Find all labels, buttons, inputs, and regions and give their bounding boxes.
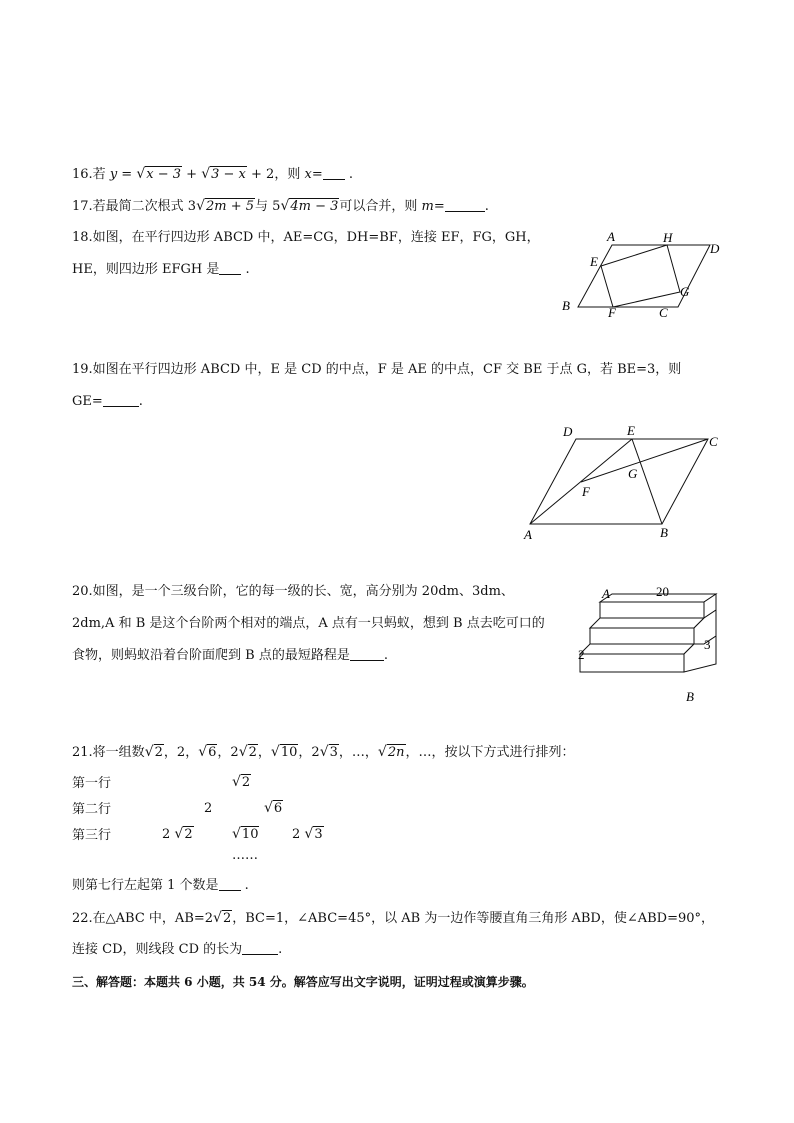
- q19-segment-eb: [632, 439, 662, 524]
- question-18-line-2: HE，则四边形 EFGH 是 .: [72, 262, 250, 277]
- q21-row-3-item-3: 2 √3: [292, 826, 323, 842]
- q22-line2-text: 连接 CD，则线段 CD 的长为: [72, 942, 243, 957]
- q20-label-a: A: [602, 586, 610, 601]
- question-17: 17.若最简二次根式 3√2m + 5与 5√4m − 3可以合并，则 m= .: [72, 198, 489, 214]
- q21-comma-1: ，: [163, 745, 177, 760]
- q21-ask-text: 则第七行左起第 1 个数是: [72, 878, 219, 893]
- q17-radical-2: √4m − 3: [280, 198, 339, 214]
- q17-m: m: [421, 199, 434, 214]
- q18-label-g: G: [680, 284, 690, 299]
- question-22-line-1: [72, 910, 714, 927]
- q20-middle-step-riser: [590, 628, 694, 644]
- q18-label-h: H: [663, 230, 673, 245]
- q21-rad-a: √2: [144, 744, 163, 760]
- q17-prefix: 17.若最简二次根式 3: [72, 199, 197, 214]
- q17-rad1-text: 2m + 5: [206, 199, 255, 214]
- q21-comma-8: ，: [405, 745, 419, 760]
- q20-bottom-step-tread: [580, 644, 694, 654]
- q20-label-width: 3: [704, 637, 711, 652]
- q16-rad2-text: 3 − x: [211, 167, 246, 182]
- q21-r3-rad-c: 3: [314, 827, 323, 842]
- q22-line1b: ，BC=1，∠ABC=45°，以 AB 为一边作等腰直角三角形 ABD，使∠ABD=90°，: [232, 911, 715, 926]
- q18-label-c: C: [659, 305, 668, 320]
- q21-r3-coef-c: 2: [292, 827, 301, 842]
- q19-label-e: E: [627, 424, 635, 438]
- q18-label-f: F: [608, 305, 616, 320]
- q17-rad2-text: 4m − 3: [290, 199, 339, 214]
- q17-radical-1: √2m + 5: [196, 198, 255, 214]
- q19-label-c: C: [709, 434, 718, 449]
- q20-label-length: 20: [656, 584, 669, 599]
- q18-quadrilateral-efgh: [601, 245, 680, 307]
- q21-rad-c-text: 2: [248, 745, 257, 760]
- q21-coef-2: 2: [230, 745, 239, 760]
- q17-eq: =: [433, 199, 445, 214]
- q21-comma-3: ，: [217, 745, 231, 760]
- q19-parallelogram-abcd: [530, 439, 708, 524]
- q19-line2-text: GE=: [72, 394, 103, 409]
- question-20-line-1: 20.如图，是一个三级台阶，它的每一级的长、宽，高分别为 20dm、3dm、: [72, 584, 514, 599]
- question-16: 16.若 y = √x − 3 + √3 − x + 2，则 x= .: [72, 166, 353, 182]
- q16-eq: =: [117, 167, 137, 182]
- q21-two: 2: [176, 745, 186, 760]
- q21-rad-b-text: 6: [208, 745, 217, 760]
- q20-label-height: 2: [578, 647, 585, 662]
- q21-rad-a-text: 2: [154, 745, 163, 760]
- q21-answer-blank[interactable]: [219, 878, 241, 891]
- q21-dots-1: …: [351, 745, 365, 760]
- q21-ellipsis: ……: [232, 848, 258, 863]
- q21-rad-b: √6: [198, 744, 217, 760]
- q22-answer-blank[interactable]: [242, 942, 278, 955]
- q21-prefix: 21.将一组数: [72, 745, 145, 760]
- q21-suffix: ，按以下方式进行排列：: [431, 745, 575, 760]
- q18-line2-text: HE，则四边形 EFGH 是: [72, 262, 220, 277]
- q20-line3-text: 食物，则蚂蚁沿着台阶面爬到 B 点的最短路程是: [72, 648, 350, 663]
- q17-mid: 与 5: [255, 199, 281, 214]
- q18-label-b: B: [562, 298, 570, 313]
- q21-r3-rad-a: 2: [184, 827, 193, 842]
- q18-parallelogram-figure: [556, 228, 726, 320]
- question-19-line-1: 19.如图在平行四边形 ABCD 中，E 是 CD 的中点，F 是 AE 的中点，CF 交 BE 于点 G，若 BE=3，则: [72, 362, 682, 377]
- q19-label-a: A: [524, 527, 532, 542]
- q21-r1-rad-text: 2: [241, 775, 251, 790]
- q20-label-b: B: [686, 689, 694, 704]
- q17-mid2: 可以合并，则: [339, 199, 422, 214]
- q21-row-3-item-1: 2 √2: [162, 826, 193, 842]
- q21-row-3-item-2: √10: [232, 826, 259, 842]
- question-22-line-2: 连接 CD，则线段 CD 的长为 .: [72, 942, 283, 957]
- q20-answer-blank[interactable]: [350, 648, 384, 661]
- q16-plus2: + 2: [246, 167, 275, 182]
- q16-radical-2: √3 − x: [201, 166, 246, 182]
- q20-staircase-figure: [572, 580, 732, 706]
- question-20-line-3: 食物，则蚂蚁沿着台阶面爬到 B 点的最短路程是 .: [72, 648, 388, 663]
- q19-label-g: G: [628, 466, 638, 481]
- q19-parallelogram-figure: [520, 424, 726, 546]
- q21-row-2-label: 第二行: [72, 802, 112, 817]
- q21-comma-5: ，: [298, 745, 312, 760]
- q21-rad-e-text: 3: [329, 745, 338, 760]
- q21-rad-f: √2n: [377, 744, 405, 760]
- q21-row-1-label: 第一行: [72, 776, 112, 791]
- q20-top-step-riser: [600, 602, 704, 618]
- q21-question: 则第七行左起第 1 个数是 .: [72, 878, 249, 893]
- q21-dots-2: …: [418, 745, 432, 760]
- q21-r2-rad-text: 6: [273, 801, 283, 816]
- q19-label-d: D: [563, 424, 573, 439]
- q16-mid: ，则: [274, 167, 305, 182]
- q17-answer-blank[interactable]: [445, 199, 485, 212]
- q22-rad-text: 2: [222, 911, 232, 926]
- question-21: [72, 744, 575, 761]
- q21-row-3-label: 第三行: [72, 828, 112, 843]
- q21-r3-rad-b: 10: [241, 827, 259, 842]
- q16-plus1: +: [182, 167, 202, 182]
- q21-row-2-item-2: √6: [264, 800, 283, 816]
- q16-rad1-text: x − 3: [146, 167, 182, 182]
- q21-coef-3: 2: [311, 745, 320, 760]
- q18-label-d: D: [710, 241, 720, 256]
- q21-rad-d-text: 10: [280, 745, 298, 760]
- q21-rad-e: √3: [319, 744, 338, 760]
- q18-answer-blank[interactable]: [219, 262, 241, 275]
- section-3-heading: 三、解答题：本题共 6 小题，共 54 分。解答应写出文字说明，证明过程或演算步骤。: [72, 975, 534, 989]
- q21-r3-coef-a: 2: [162, 827, 171, 842]
- q22-radical: √2: [213, 910, 232, 926]
- q16-x: x: [304, 167, 312, 182]
- q16-radical-1: √x − 3: [136, 166, 182, 182]
- q21-rad-c: √2: [238, 744, 257, 760]
- q21-row-1-item-1: √2: [232, 774, 251, 790]
- q21-row-2-item-1: 2: [204, 801, 213, 816]
- q21-rad-f-text: 2n: [387, 745, 405, 760]
- q20-bottom-step-riser: [580, 654, 684, 672]
- q19-answer-blank[interactable]: [103, 394, 139, 407]
- q21-rad-d: √10: [270, 744, 298, 760]
- q18-label-a: A: [607, 229, 615, 244]
- q16-prefix: 16.若: [72, 167, 110, 182]
- q21-comma-4: ，: [257, 745, 271, 760]
- q16-answer-blank[interactable]: [323, 167, 345, 180]
- question-19-line-2: GE= .: [72, 394, 143, 409]
- q16-y: y: [109, 167, 118, 182]
- question-20-line-2: 2dm,A 和 B 是这个台阶两个相对的端点，A 点有一只蚂蚁，想到 B 点去吃可口的: [72, 616, 545, 631]
- q19-label-b: B: [660, 525, 668, 540]
- question-18-line-1: 18.如图，在平行四边形 ABCD 中，AE=CG，DH=BF，连接 EF，FG，GH，: [72, 230, 540, 245]
- q19-label-f: F: [582, 484, 590, 499]
- q18-label-e: E: [590, 254, 598, 269]
- q21-comma-7: ，: [364, 745, 378, 760]
- q22-line1a: 22.在△ABC 中，AB=2: [72, 911, 214, 926]
- q21-comma-2: ，: [185, 745, 199, 760]
- q20-middle-step-tread: [590, 618, 704, 628]
- q21-comma-6: ，: [338, 745, 352, 760]
- q16-eq2: =: [311, 167, 323, 182]
